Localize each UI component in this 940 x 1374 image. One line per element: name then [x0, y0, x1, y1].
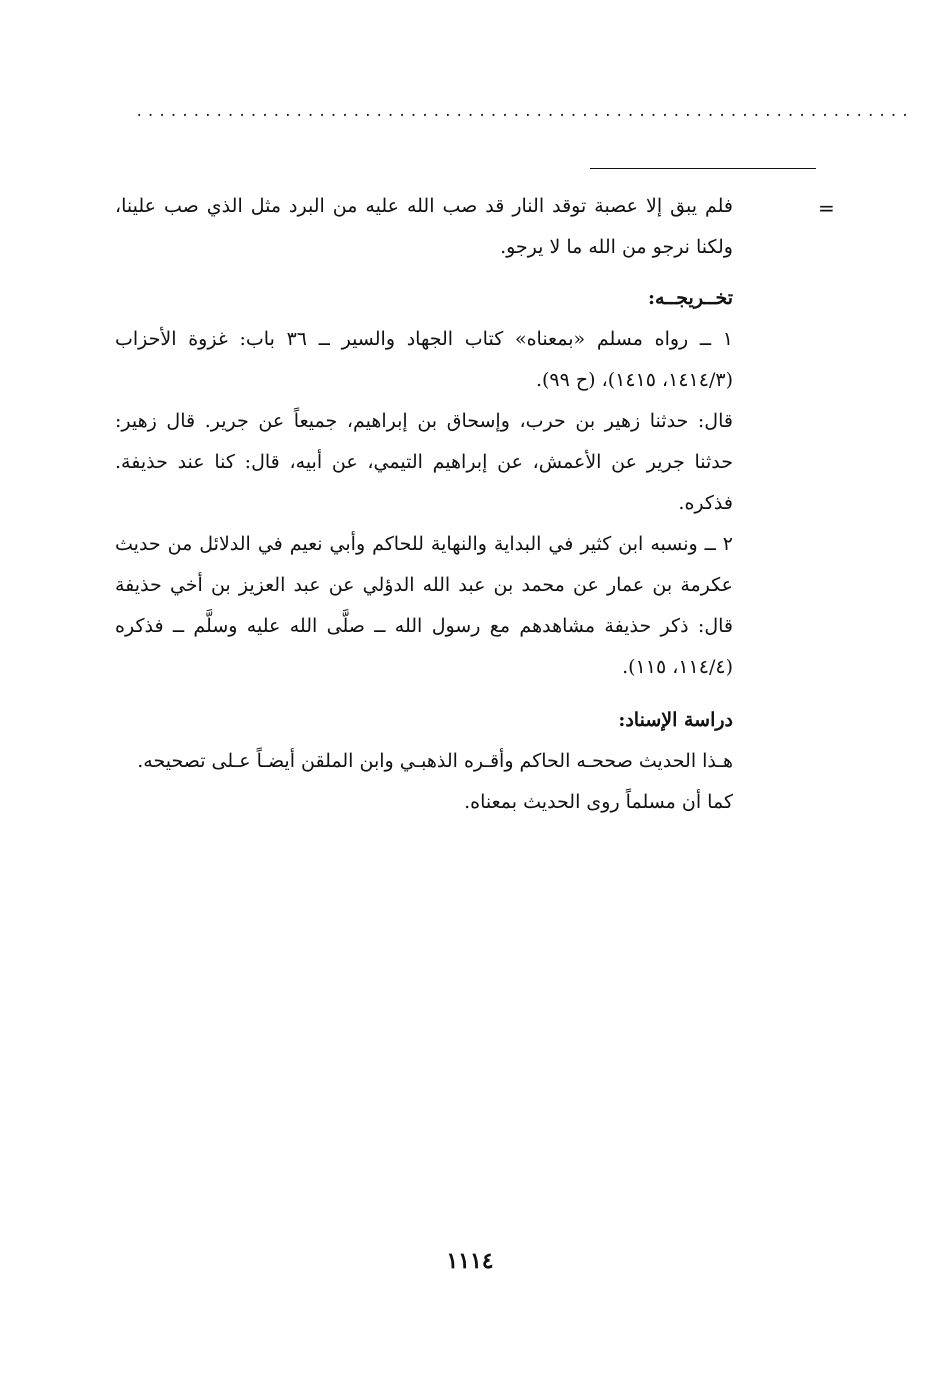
takhrij-heading: تخــريجــه: [647, 287, 733, 309]
isnad-heading: دراسة الإسناد: [618, 709, 733, 731]
page-text [115, 186, 733, 823]
footnote-continuation-mark: = [818, 196, 835, 220]
takhrij-item-2: ٢ ــ ونسبه ابن كثير في البداية والنهاية للحاكم وأبي نعيم في الدلائل من حديث عكرمة بن عمار عن محمد بن عبد الله الدؤلي عن عبد العزيز بن أخي حذيفة قال: ذكر حذيفة مشاهدهم مع رسول الله ــ صلَّى الله عليه وسلَّم ــ فذكره (١١٤/٤، ١١٥). [115, 533, 733, 678]
takhrij-item-1-chain: قال: حدثنا زهير بن حرب، وإسحاق بن إبراهيم، جميعاً عن جرير. قال زهير: حدثنا جرير عن الأعمش، عن إبراهيم التيمي، عن أبيه، قال: كنا عند حذيفة. فذكره. [115, 410, 733, 514]
footnote-rule [590, 168, 816, 169]
intro-paragraph: فلم يبق إلا عصبة توقد النار قد صب الله عليه من البرد مثل الذي صب علينا، ولكنا نرجو من الله ما لا يرجو. [115, 195, 733, 258]
takhrij-item-1: ١ ــ رواه مسلم «بمعناه» كتاب الجهاد والسير ــ ٣٦ باب: غزوة الأحزاب (١٤١٤/٣، ١٤١٥)، (ح ٩٩). [115, 328, 733, 391]
isnad-paragraph: هـذا الحديث صححـه الحاكم وأقـره الذهبـي وابن الملقن أيضـاً عـلى تصحيحه. [137, 750, 733, 772]
closing-paragraph: كما أن مسلماً روى الحديث بمعناه. [464, 791, 733, 813]
page-number: ١١١٤ [446, 1248, 494, 1274]
dotted-separator: .................................................................... [135, 104, 913, 120]
